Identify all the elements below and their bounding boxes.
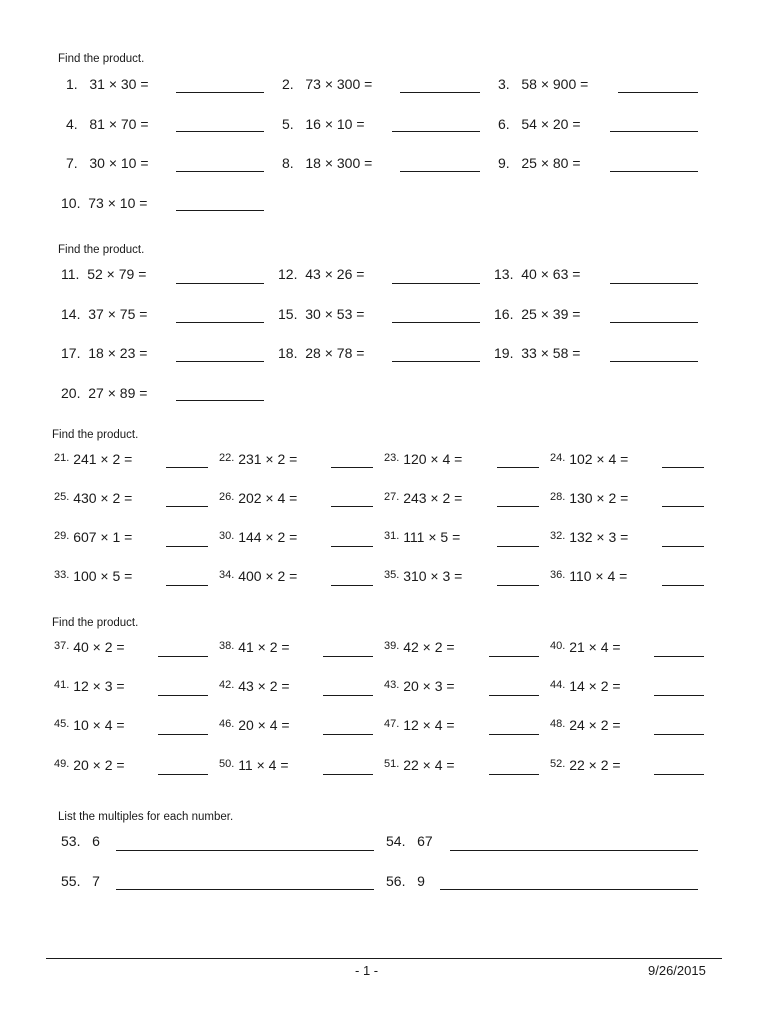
problem-10: 10. 73 × 10 = <box>61 195 148 211</box>
answer-blank-37[interactable] <box>158 656 208 657</box>
answer-blank-31[interactable] <box>497 546 539 547</box>
answer-blank-14[interactable] <box>176 322 264 323</box>
answer-blank-23[interactable] <box>497 467 539 468</box>
problem-23: 23. 120 × 4 = <box>384 451 463 467</box>
answer-blank-52[interactable] <box>654 774 704 775</box>
answer-blank-46[interactable] <box>323 734 373 735</box>
answer-blank-43[interactable] <box>489 695 539 696</box>
footer-divider <box>46 958 722 959</box>
answer-blank-42[interactable] <box>323 695 373 696</box>
problem-39: 39. 42 × 2 = <box>384 639 455 655</box>
problem-40: 40. 21 × 4 = <box>550 639 621 655</box>
answer-blank-11[interactable] <box>176 283 264 284</box>
multiples-56: 56. 9 <box>386 873 425 889</box>
problem-44: 44. 14 × 2 = <box>550 678 621 694</box>
answer-blank-12[interactable] <box>392 283 480 284</box>
answer-blank-15[interactable] <box>392 322 480 323</box>
answer-blank-2[interactable] <box>400 92 480 93</box>
answer-blank-19[interactable] <box>610 361 698 362</box>
answer-blank-39[interactable] <box>489 656 539 657</box>
answer-blank-49[interactable] <box>158 774 208 775</box>
problem-27: 27. 243 × 2 = <box>384 490 463 506</box>
problem-1: 1. 31 × 30 = <box>66 76 149 92</box>
problem-43: 43. 20 × 3 = <box>384 678 455 694</box>
problem-2: 2. 73 × 300 = <box>282 76 373 92</box>
answer-blank-44[interactable] <box>654 695 704 696</box>
answer-blank-16[interactable] <box>610 322 698 323</box>
problem-15: 15. 30 × 53 = <box>278 306 365 322</box>
problem-9: 9. 25 × 80 = <box>498 155 581 171</box>
answer-blank-51[interactable] <box>489 774 539 775</box>
problem-21: 21. 241 × 2 = <box>54 451 133 467</box>
problem-32: 32. 132 × 3 = <box>550 529 629 545</box>
answer-blank-50[interactable] <box>323 774 373 775</box>
multiples-blank-53[interactable] <box>116 850 374 851</box>
answer-blank-47[interactable] <box>489 734 539 735</box>
problem-16: 16. 25 × 39 = <box>494 306 581 322</box>
problem-8: 8. 18 × 300 = <box>282 155 373 171</box>
problem-22: 22. 231 × 2 = <box>219 451 298 467</box>
answer-blank-13[interactable] <box>610 283 698 284</box>
answer-blank-8[interactable] <box>400 171 480 172</box>
answer-blank-21[interactable] <box>166 467 208 468</box>
problem-50: 50. 11 × 4 = <box>219 757 289 773</box>
answer-blank-9[interactable] <box>610 171 698 172</box>
problem-28: 28. 130 × 2 = <box>550 490 629 506</box>
answer-blank-20[interactable] <box>176 400 264 401</box>
answer-blank-30[interactable] <box>331 546 373 547</box>
answer-blank-38[interactable] <box>323 656 373 657</box>
problem-26: 26. 202 × 4 = <box>219 490 298 506</box>
problem-46: 46. 20 × 4 = <box>219 717 290 733</box>
answer-blank-29[interactable] <box>166 546 208 547</box>
answer-blank-25[interactable] <box>166 506 208 507</box>
problem-37: 37. 40 × 2 = <box>54 639 125 655</box>
problem-25: 25. 430 × 2 = <box>54 490 133 506</box>
problem-33: 33. 100 × 5 = <box>54 568 133 584</box>
answer-blank-17[interactable] <box>176 361 264 362</box>
problem-30: 30. 144 × 2 = <box>219 529 298 545</box>
answer-blank-5[interactable] <box>392 131 480 132</box>
answer-blank-33[interactable] <box>166 585 208 586</box>
section-1-instruction: Find the product. <box>58 53 145 65</box>
answer-blank-26[interactable] <box>331 506 373 507</box>
problem-42: 42. 43 × 2 = <box>219 678 290 694</box>
answer-blank-36[interactable] <box>662 585 704 586</box>
problem-48: 48. 24 × 2 = <box>550 717 621 733</box>
problem-6: 6. 54 × 20 = <box>498 116 581 132</box>
problem-5: 5. 16 × 10 = <box>282 116 365 132</box>
problem-14: 14. 37 × 75 = <box>61 306 148 322</box>
problem-4: 4. 81 × 70 = <box>66 116 149 132</box>
problem-38: 38. 41 × 2 = <box>219 639 290 655</box>
problem-3: 3. 58 × 900 = <box>498 76 589 92</box>
multiples-blank-56[interactable] <box>440 889 698 890</box>
footer-date: 9/26/2015 <box>648 963 706 978</box>
problem-36: 36. 110 × 4 = <box>550 568 628 584</box>
multiples-blank-54[interactable] <box>450 850 698 851</box>
answer-blank-34[interactable] <box>331 585 373 586</box>
problem-17: 17. 18 × 23 = <box>61 345 148 361</box>
answer-blank-40[interactable] <box>654 656 704 657</box>
answer-blank-41[interactable] <box>158 695 208 696</box>
answer-blank-22[interactable] <box>331 467 373 468</box>
answer-blank-45[interactable] <box>158 734 208 735</box>
problem-20: 20. 27 × 89 = <box>61 385 148 401</box>
answer-blank-27[interactable] <box>497 506 539 507</box>
multiples-blank-55[interactable] <box>116 889 374 890</box>
answer-blank-32[interactable] <box>662 546 704 547</box>
answer-blank-35[interactable] <box>497 585 539 586</box>
problem-7: 7. 30 × 10 = <box>66 155 149 171</box>
answer-blank-18[interactable] <box>392 361 480 362</box>
problem-41: 41. 12 × 3 = <box>54 678 125 694</box>
multiples-53: 53. 6 <box>61 833 100 849</box>
problem-18: 18. 28 × 78 = <box>278 345 365 361</box>
problem-13: 13. 40 × 63 = <box>494 266 581 282</box>
problem-51: 51. 22 × 4 = <box>384 757 455 773</box>
answer-blank-1[interactable] <box>176 92 264 93</box>
problem-45: 45. 10 × 4 = <box>54 717 125 733</box>
problem-12: 12. 43 × 26 = <box>278 266 365 282</box>
answer-blank-24[interactable] <box>662 467 704 468</box>
problem-29: 29. 607 × 1 = <box>54 529 133 545</box>
page-number: - 1 - <box>355 963 379 978</box>
answer-blank-7[interactable] <box>176 171 264 172</box>
answer-blank-4[interactable] <box>176 131 264 132</box>
section-3-instruction: Find the product. <box>52 429 139 441</box>
problem-31: 31. 111 × 5 = <box>384 529 461 545</box>
problem-49: 49. 20 × 2 = <box>54 757 125 773</box>
multiples-54: 54. 67 <box>386 833 433 849</box>
problem-24: 24. 102 × 4 = <box>550 451 629 467</box>
problem-19: 19. 33 × 58 = <box>494 345 581 361</box>
answer-blank-48[interactable] <box>654 734 704 735</box>
problem-35: 35. 310 × 3 = <box>384 568 463 584</box>
section-2-instruction: Find the product. <box>58 244 145 256</box>
answer-blank-3[interactable] <box>618 92 698 93</box>
problem-34: 34. 400 × 2 = <box>219 568 298 584</box>
multiples-55: 55. 7 <box>61 873 100 889</box>
problem-52: 52. 22 × 2 = <box>550 757 621 773</box>
problem-11: 11. 52 × 79 = <box>61 266 147 282</box>
problem-47: 47. 12 × 4 = <box>384 717 455 733</box>
section-5-instruction: List the multiples for each number. <box>58 811 234 823</box>
answer-blank-6[interactable] <box>610 131 698 132</box>
section-4-instruction: Find the product. <box>52 617 139 629</box>
answer-blank-28[interactable] <box>662 506 704 507</box>
answer-blank-10[interactable] <box>176 210 264 211</box>
